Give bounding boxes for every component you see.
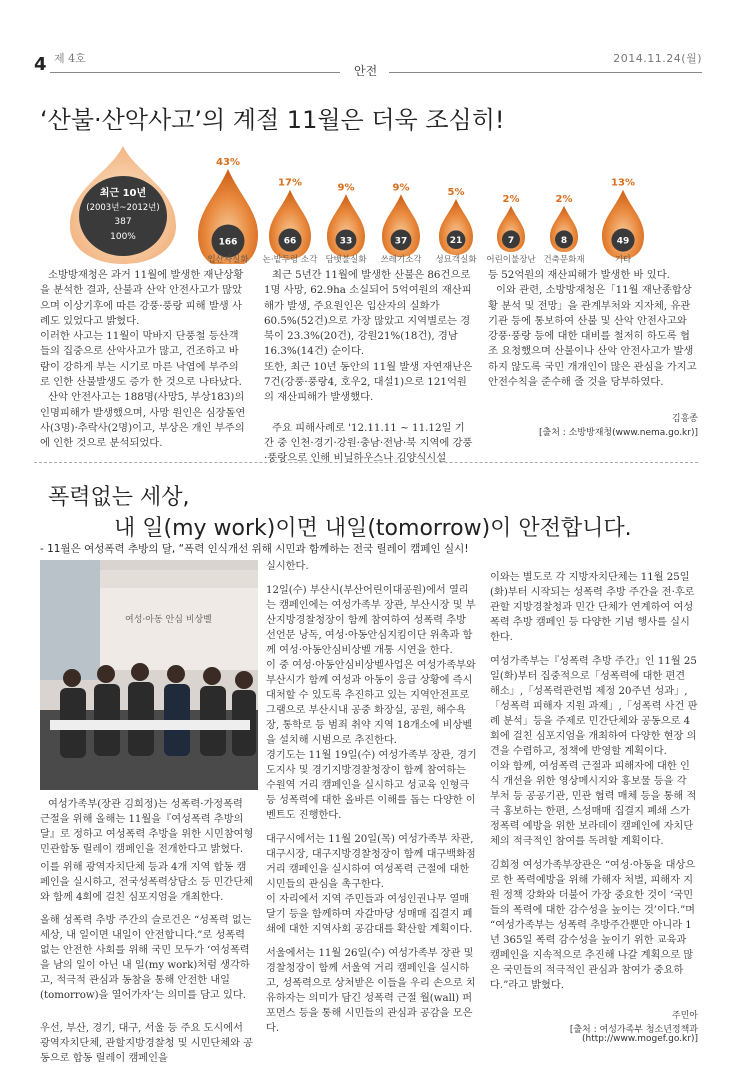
cause-percent: 9% [337,182,355,194]
paragraph: 올해 성폭력 추방 주간의 슬로건은 “성폭력 없는 세상, 내 일이면 내일이 안전합니다.”로 성폭력 없는 안전한 사회를 위해 국민 모두가 ‘여성폭력을 남의 일이 아닌 내 일(my work)처럼 생각하고, 적극적 관심과 동참을 통해 안전한 내일(tomorrow)을 열어가자’는 의미를 담고 있다. [40,915,252,1001]
paragraph: 등 52억원의 재산피해가 발생한 바 있다. [488,269,670,281]
summary-total: 387 [114,217,132,227]
paragraph: 여성가족부는『성폭력 추방 주간』인 11월 25일(화)부터 집중적으로「성폭력에 대한 편견 해소」,「성폭력관련법 제정 20주년 성과」,「성폭력 피해자 지원 과제」,「성폭력 사건 판례 분석」등을 주제로 민간단체와 공동으로 4회에 걸친 심포지엄을 개최하여 다양한 현장 의견을 수렴하고, 정책에 반영할 계획이다. [490,656,698,757]
campaign-photo-art [40,560,258,790]
cause-label: 쓰레기소각 [380,255,422,264]
cause-item [543,194,584,264]
header-rule-left [50,72,340,73]
article1-column-1 [40,268,248,452]
summary-line1: 최근 10년 [99,188,147,199]
paragraph: 이와 함께, 여성폭력 근절과 피해자에 대한 인식 개선을 위한 영상메시지와 홍보물 등을 각 부처 등 공공기관, 민관 협력 매체 등을 통해 적극 홍보하는 한편, 스성매매 집결지 폐쇄 스가정폭력 예방을 위한 보라데이 캠페인에 자치단체의 적극적인 참여를 독려할 계획이다. [490,761,697,847]
cause-item [435,187,477,264]
cause-count: 8 [560,235,568,246]
cause-percent: 13% [611,177,635,189]
issue-number: 제 4호 [54,52,86,65]
cause-count: 66 [283,236,297,247]
cause-count: 21 [449,236,463,247]
cause-percent: 43% [216,157,240,168]
paragraph: 또한, 최근 10년 동안의 11월 발생 자연재난은 7건(강풍·풍랑4, 호우2, 대설1)으로 121억원의 재산피해가 발생했다. [264,360,473,404]
page-header [34,50,702,78]
cause-label: 건축문화재 [543,255,585,264]
cause-percent: 2% [555,193,573,205]
article2-author: 주민아 [671,1011,698,1021]
cause-item [325,182,367,264]
cause-percent: 17% [278,177,302,189]
paragraph: 산악 안전사고는 188명(사망5, 부상183)의 인명피해가 발생했으며, 사망 원인은 심장돌연사(3명)·추락사(2명)이고, 부상은 개인 부주의에 인한 것으로 분석되었다. [40,391,246,450]
cause-label: 담뱃불실화 [325,255,367,264]
paragraph: 주요 피해사례로 '12.11.11 ~ 11.12일 기간 중 인천·경기·강원·충남·전남·북 지역에 강풍·풍랑으로 인해 비닐하우스나 김양식시설 [264,421,473,465]
photo-caption [40,797,254,857]
paragraph: 12일(수) 부산시(부산어린이대공원)에서 열리는 캠페인에는 여성가족부 장관, 부산시장 및 부산지방경찰청장이 함께 참여하여 성폭력 추방 선언문 낭독, 여성·아동안심지킴이단 위촉과 함께 여성·아동안심비상벨 개통 시연을 한다. [266,585,476,656]
issue-date: 2014.11.24(월) [613,52,702,65]
campaign-photo [40,560,258,790]
paragraph: 이와는 별도로 각 지방자치단체는 11월 25일(화)부터 시작되는 성폭력 추방 주간을 전·후로 관할 지방경찰청과 민간 단체가 연계하여 여성 폭력 추방 캠페인 등 다양한 기념 행사를 실시한다. [490,572,695,643]
cause-count: 49 [616,236,630,247]
article1-column-3 [488,268,698,390]
article2-column-3 [490,570,698,993]
cause-percent: 5% [447,186,465,198]
cause-percent: 2% [502,193,520,205]
paragraph: 최근 5년간 11월에 발생한 산불은 86건으로 1명 사망, 62.9ha 소실되어 5억여원의 재산피해가 발생, 주요원인은 입산자의 실화가 60.5%(52건)으로 가장 많았고 지역별로는 경북이 23.3%(20건), 강원21%(18건), 경남16.3%(14건) 순이다. [264,269,472,358]
cause-item [486,194,536,264]
cause-count: 37 [394,236,408,247]
summary-line2: (2003년~2012년) [86,203,160,213]
cause-label: 입산자실화 [207,255,249,264]
article1-author: 김흥종 [671,414,698,424]
paragraph: 이를 위해 광역자치단체 등과 4개 지역 합동 캠페인을 실시하고, 전국성폭력상담소 등 민간단체와 함께 4회에 걸친 심포지엄을 개최한다. [40,862,254,903]
cause-item [263,178,318,264]
cause-count: 33 [339,236,353,247]
banner-text: 여성·아동 안심 비상벨 [125,615,212,625]
page-number: 4 [34,54,47,75]
article2-source-line1: [출처 : 여성가족부 청소년정책과 [569,1025,698,1035]
paragraph: 경기도는 11월 19일(수) 여성가족부 장관, 경기도지사 및 경기지방경찰청장이 함께 참여하는 수원역 거리 캠페인을 실시하고 성교육 인형극 등 성폭력에 대한 올바른 이해를 돕는 다양한 이벤트도 진행한다. [266,750,477,821]
article2-column-2 [266,559,478,1036]
summary-percent: 100% [110,232,136,242]
cause-label: 기타 [614,255,632,264]
paragraph: 이와 관련, 소방방재청은「11월 재난종합상황 분석 및 전망」을 관계부처와 지자체, 유관기관 등에 통보하여 산불 및 산악 안전사고와 강풍·풍랑 등에 대한 대비를 철저히 하도록 협조 요청했으며 산불이나 산악 안전사고가 발생하지 않도록 국민 개개인이 많은 관심을 가지고 안전수칙을 준수해 줄 것을 당부하였다. [488,284,697,389]
paragraph: 대구시에서는 11월 20일(목) 여성가족부 차관, 대구시장, 대구지방경찰청장이 함께 대구백화점 거리 캠페인을 실시하여 여성폭력 근절에 대한 시민들의 관심을 촉구한다. [266,834,476,890]
paragraph: 김희정 여성가족부장관은 “여성·아동을 대상으로 한 폭력예방을 위해 가해자 처벌, 피해자 지원 정책 강화와 더불어 가장 중요한 것이 ‘국민들의 폭력에 대한 감수성을 높이는 것’이다.”며 “여성가족부는 성폭력 추방주간뿐만 아니라 1년 365일 폭력 감수성을 높이기 위한 교육과 캠페인을 지속적으로 추진해 나갈 계획으로 많은 국민들의 적극적인 관심과 참여가 중요하다.”라고 밝혔다. [490,860,696,991]
article2-subtitle: - 11월은 여성폭력 추방의 달, “폭력 인식개선 위해 시민과 함께하는 전국 릴레이 캠페인 실시! [40,543,469,555]
paragraph: 실시한다. [266,561,309,572]
cause-item [602,178,644,264]
article2-title-line2: 내 일(my work)이면 내일(tomorrow)이 안전합니다. [114,516,632,541]
paragraph: 이러한 사고는 11월이 막바지 단풍철 등산객들의 집중으로 산악사고가 많고, 건조하고 바람이 강하게 부는 시기로 마른 낙엽에 부주의로 인한 산불발생도 증가 한 것으로 나타났다. [40,330,242,389]
header-rule-right [389,72,702,73]
wildfire-cause-infographic [50,138,698,264]
article2-title-line1: 폭력없는 세상, [48,485,190,510]
cause-item [380,182,422,264]
cause-item [198,157,258,264]
cause-label: 논·밭두렁 소각 [262,255,318,264]
article-divider [34,462,698,463]
cause-count: 7 [507,235,515,246]
paragraph: 우선, 부산, 경기, 대구, 서울 등 주요 도시에서 광역자치단체, 관할지방경찰청 및 시민단체와 공동으로 합동 릴레이 캠페인을 [40,1023,254,1064]
paragraph: 여성가족부(장관 김희정)는 성폭력·가정폭력 근절을 위해 올해는 11월을『여성폭력 추방의 달』로 정하고 여성폭력 추방을 위한 시민참여형 민관합동 릴레이 캠페인을 전개한다고 밝혔다. [40,799,254,855]
article2-source-line2: (http://www.mogef.go.kr)] [582,1034,698,1044]
article1-title: ‘산불·산악사고’의 계절 11월은 더욱 조심히! [40,106,505,134]
cause-label: 성묘객실화 [435,255,477,264]
paragraph: 서울에서는 11월 26일(수) 여성가족부 장관 및 경찰청장이 함께 서울역 거리 캠페인을 실시하고, 성폭력으로 상처받은 이들을 우리 손으로 치유하자는 의미가 담긴 성폭력 근절 월(wall) 퍼포먼스 등을 통해 시민들의 관심과 공감을 모은다. [266,948,476,1034]
paragraph: 이 중 여성·아동안심비상벨사업은 여성가족부와 부산시가 함께 여성과 아동이 응급 상황에 즉시 대처할 수 있도록 추진하고 있는 지역안전프로그램으로 부산시내 공중 화장실, 공원, 해수욕장, 통학로 등 범죄 취약 지역 18개소에 비상벨을 설치해 시범으로 추진한다. [266,660,476,746]
cause-percent: 9% [392,182,410,194]
article2-column-1 [40,860,254,1066]
section-name: 안전 [354,64,378,78]
article1-source: [출처 : 소방방재청(www.nema.go.kr)] [539,428,698,438]
paragraph: 이 자리에서 지역 주민들과 여성인권나무 열매달기 등을 함께하며 자갈마당 성매매 집결지 폐쇄에 대한 지역사회 공감대를 확산할 계획이다. [266,894,473,935]
cause-count: 166 [218,237,238,248]
cause-label: 어린이불장난 [486,255,536,264]
article1-column-2 [264,268,474,467]
paragraph: 소방방재청은 과거 11월에 발생한 재난상황을 분석한 결과, 산불과 산악 안전사고가 많았으며 이상기후에 따른 강풍·풍랑 피해 발생 사례도 있었다고 밝혔다. [40,269,244,327]
